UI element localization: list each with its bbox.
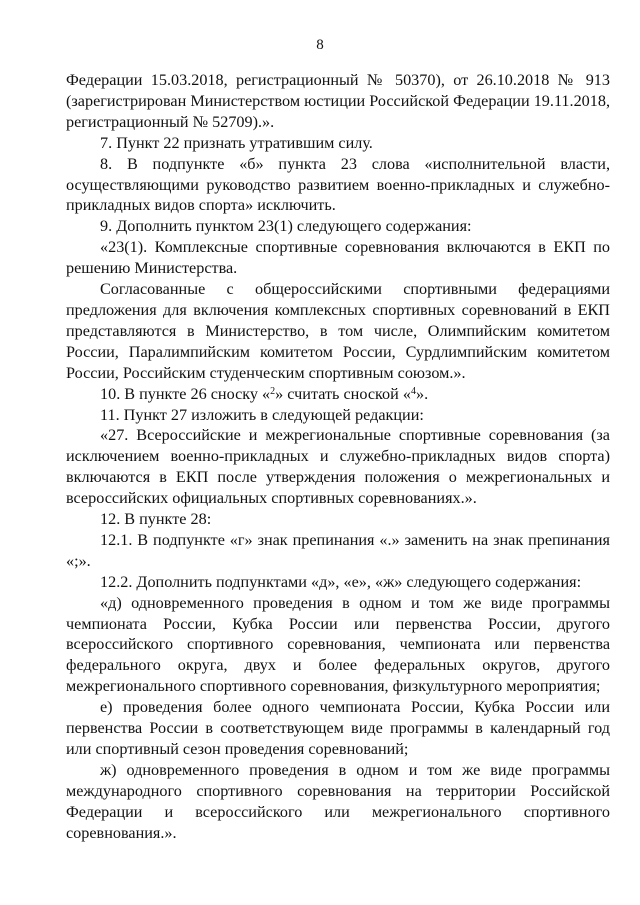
paragraph-item-12: 12. В пункте 28: — [100, 510, 212, 529]
paragraph-item-12-1: 12.1. В подпункте «г» знак препинания «.» заменить на знак препинания «;». — [66, 530, 610, 570]
paragraph-item-7: 7. Пункт 22 признать утратившим силу. — [100, 133, 373, 152]
paragraph-item-8: 8. В подпункте «б» пункта 23 слова «исполнительной власти, осуществляющими руководство развитием военно-прикладных и служебно-прикладных видов спорта» исключить. — [66, 154, 610, 215]
paragraph-item-27: «27. Всероссийские и межрегиональные спортивные соревнования (за исключением военно-прикладных и служебно-прикладных видов спорта) включаются в ЕКП после утверждения положения о межрегиональных и всероссийских официальных спортивных соревнованиях.». — [66, 426, 610, 508]
document-body — [66, 70, 610, 844]
paragraph-agreed-proposals: Согласованные с общероссийскими спортивными федерациями предложения для включения комплексных спортивных соревнований в ЕКП представляются в Министерство, в том числе, Олимпийским комитетом России, Паралимпийским комитетом России, Сурдлимпийским комитетом России, Российским студенческим спортивным союзом.». — [66, 280, 610, 382]
paragraph-item-9: 9. Дополнить пунктом 23(1) следующего содержания: — [100, 217, 472, 236]
paragraph-item-11: 11. Пункт 27 изложить в следующей редакции: — [100, 405, 424, 424]
paragraph-subitem-d: «д) одновременного проведения в одном и том же виде программы чемпионата России, Кубка России или первенства России, другого всероссийского спортивного соревнования, чемпионата или первенства федерального округа, двух и более федеральных округов, другого межрегионального спортивного соревнования, физкультурного мероприятия; — [66, 593, 610, 696]
paragraph-item-23-1: «23(1). Комплексные спортивные соревнования включаются в ЕКП по решению Министерства. — [66, 238, 610, 278]
paragraph-subitem-zh: ж) одновременного проведения в одном и том же виде программы международного спортивного соревнования на территории Российской Федерации и всероссийского или межрегионального спортивного соревнования.». — [66, 760, 610, 842]
paragraph-item-10 — [66, 384, 610, 405]
item-10-text-after: ». — [415, 384, 429, 403]
footnote-mark-4: 4 — [410, 385, 416, 397]
paragraph-continuation: Федерации 15.03.2018, регистрационный № 50370), от 26.10.2018 № 913 (зарегистрирован Министерством юстиции Российской Федерации 19.11.2018, регистрационный № 52709).». — [66, 71, 610, 131]
item-10-text-middle: » считать сноской « — [275, 384, 411, 403]
paragraph-subitem-e: е) проведения более одного чемпионата России, Кубка России или первенства России в соответствующем виде программы в календарный год или спортивный сезон проведения соревнований; — [66, 698, 610, 758]
footnote-mark-2: 2 — [270, 385, 276, 397]
paragraph-item-12-2: 12.2. Дополнить подпунктами «д», «е», «ж» следующего содержания: — [100, 572, 582, 591]
page-number: 8 — [316, 37, 324, 53]
item-10-text-before: 10. В пункте 26 сноску « — [100, 384, 271, 403]
